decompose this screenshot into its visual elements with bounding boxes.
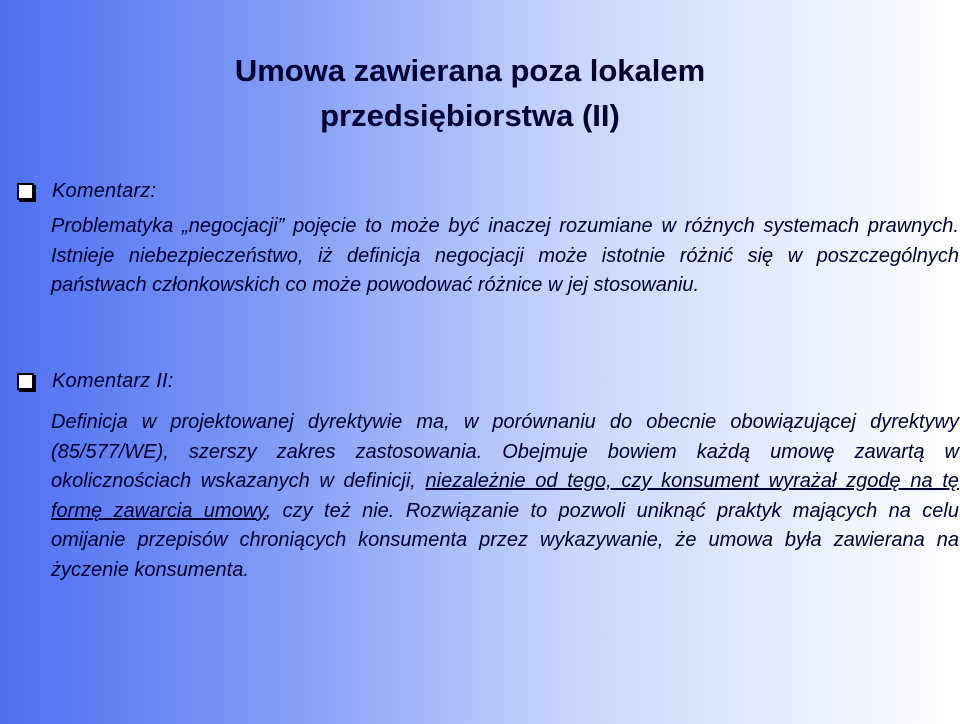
comment-section-1 — [14, 176, 960, 301]
comment-paragraph-2 — [51, 408, 959, 586]
comment-paragraph-1: Problematyka „negocjacji” pojęcie to może być inaczej rozumiane w różnych systemach prawnych. Istnieje niebezpieczeństwo, iż definicja negocjacji może istotnie różnić się w poszczególnych państwach członkowskich co może powodować różnice w jej stosowaniu. — [51, 215, 959, 297]
title-line-1: Umowa zawierana poza lokalem — [234, 53, 706, 88]
paragraph-2-part-1: Definicja w projektowanej dyrektywie ma, w porównaniu do obecnie obowiązującej dyrektywy (85/577/WE), szerszy zakres zastosowania. Obejmuje bowiem każdą umowę zawartą w okolicznościach wskazanych w definicji, — [51, 411, 959, 493]
slide-title — [140, 48, 800, 138]
comment-section-2 — [14, 366, 960, 586]
paragraph-2-underlined: niezależnie od tego, czy konsument wyrażał zgodę na tę formę zawarcia umowy — [51, 470, 960, 522]
comment-heading-1 — [14, 176, 960, 206]
comment-heading-2 — [14, 366, 960, 396]
comment-heading-text-1: Komentarz: — [52, 179, 157, 202]
comment-heading-text-2: Komentarz II: — [52, 369, 174, 392]
paragraph-2-part-2: , czy też nie. Rozwiązanie to pozwoli uniknąć praktyk mających na celu omijanie przepisów chroniących konsumenta przez wykazywanie, że umowa była zawierana na życzenie konsumenta. — [51, 499, 959, 581]
checkbox-bullet-icon — [17, 183, 34, 200]
title-line-2: przedsiębiorstwa (II) — [320, 98, 620, 133]
checkbox-bullet-icon — [17, 373, 34, 390]
